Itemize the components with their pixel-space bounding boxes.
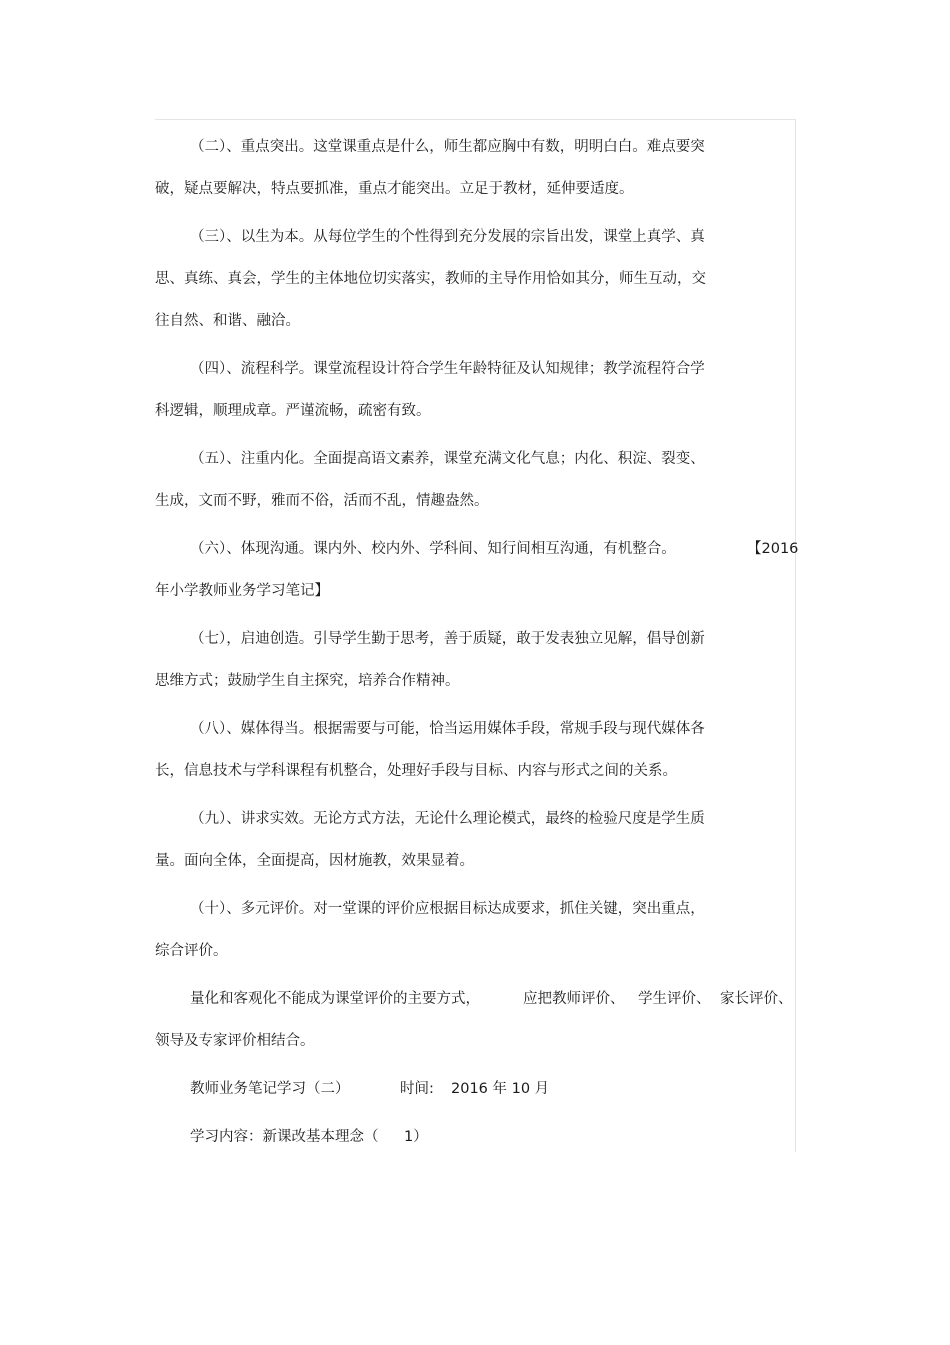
- section-9-line-1: （九）、讲求实效。无论方式方法，无论什么理论模式，最终的检验尺度是学生质: [190, 811, 705, 827]
- section-9-line-2: 量。面向全体，全面提高，因材施教，效果显着。: [155, 853, 474, 869]
- evaluation-line-2: 领导及专家评价相结合。: [155, 1033, 315, 1049]
- section-6-line-1: （六）、体现沟通。课内外、校内外、学科间、知行间相互沟通，有机整合。: [190, 541, 676, 557]
- section-7-line-1: （七），启迪创造。引导学生勤于思考，善于质疑，敢于发表独立见解，倡导创新: [190, 631, 705, 647]
- section-3-line-2: 思、真练、真会，学生的主体地位切实落实，教师的主导作用恰如其分，师生互动，交: [155, 271, 706, 287]
- section-7-line-2: 思维方式；鼓励学生自主探究，培养合作精神。: [155, 673, 460, 689]
- section-3-line-1: （三）、以生为本。从每位学生的个性得到充分发展的宗旨出发，课堂上真学、真: [190, 229, 705, 245]
- study-content-label: 学习内容：新课改基本理念（: [190, 1129, 379, 1145]
- section-3-line-3: 往自然、和谐、融洽。: [155, 313, 300, 329]
- top-border-rule: [155, 119, 795, 120]
- notes-time-label: 时间:: [400, 1081, 434, 1097]
- section-2-line-2: 破，疑点要解决，特点要抓准，重点才能突出。立足于教材，延伸要适度。: [155, 181, 634, 197]
- notes-title: 教师业务笔记学习（二）: [190, 1081, 350, 1097]
- section-6-line-1-tail: 【2016: [747, 541, 799, 557]
- section-6-line-2: 年小学教师业务学习笔记】: [155, 583, 329, 599]
- section-5-line-1: （五）、注重内化。全面提高语文素养，课堂充满文化气息；内化、积淀、裂变、: [190, 451, 705, 467]
- section-4-line-1: （四）、流程科学。课堂流程设计符合学生年龄特征及认知规律；教学流程符合学: [190, 361, 705, 377]
- section-2-line-1: （二）、重点突出。这堂课重点是什么，师生都应胸中有数，明明白白。难点要突: [190, 139, 705, 155]
- study-content-number: 1）: [404, 1129, 428, 1145]
- section-10-line-2: 综合评价。: [155, 943, 228, 959]
- evaluation-part-2: 应把教师评价、: [523, 991, 625, 1007]
- evaluation-part-3: 学生评价、: [638, 991, 711, 1007]
- evaluation-part-1: 量化和客观化不能成为课堂评价的主要方式，: [190, 991, 480, 1007]
- section-5-line-2: 生成，文而不野，雅而不俗，活而不乱，情趣盎然。: [155, 493, 489, 509]
- section-10-line-1: （十）、多元评价。对一堂课的评价应根据目标达成要求，抓住关键，突出重点，: [190, 901, 705, 917]
- section-8-line-1: （八）、媒体得当。根据需要与可能，恰当运用媒体手段，常规手段与现代媒体各: [190, 721, 705, 737]
- evaluation-part-4: 家长评价、: [720, 991, 793, 1007]
- section-4-line-2: 科逻辑，顺理成章。严谨流畅，疏密有致。: [155, 403, 431, 419]
- notes-time-value: 2016 年 10 月: [451, 1081, 550, 1097]
- section-8-line-2: 长，信息技术与学科课程有机整合，处理好手段与目标、内容与形式之间的关系。: [155, 763, 677, 779]
- right-border-rule: [795, 119, 796, 1152]
